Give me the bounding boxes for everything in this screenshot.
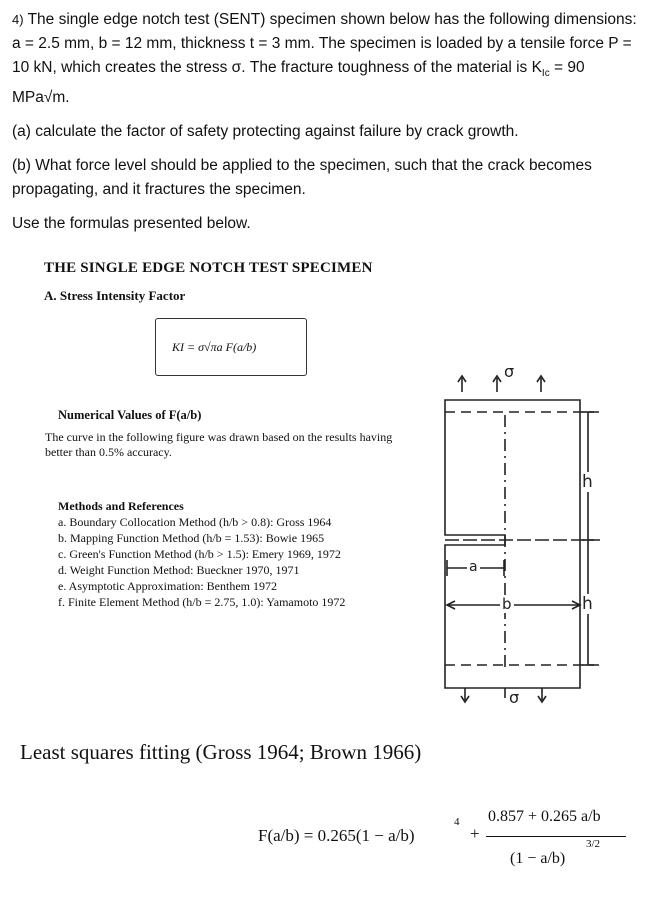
methods-heading: Methods and References (58, 499, 184, 513)
figure-title: THE SINGLE EDGE NOTCH TEST SPECIMEN (44, 260, 373, 276)
problem-number: 4) (12, 12, 24, 27)
figure-subtitle: A. Stress Intensity Factor (44, 288, 186, 303)
method-item: f. Finite Element Method (h/b = 2.75, 1.0): Yamamoto 1972 (58, 595, 346, 609)
fit-plus: + (470, 824, 480, 843)
method-item: d. Weight Function Method: Bueckner 1970, 1971 (58, 563, 300, 577)
fit-lhs: F(a/b) = 0.265(1 − a/b) (258, 826, 415, 845)
fit-formula (258, 806, 658, 896)
method-item: c. Green's Function Method (h/b > 1.5): Emery 1969, 1972 (58, 547, 341, 561)
least-squares-title: Least squares fitting (Gross 1964; Brown 1966) (20, 740, 422, 764)
kic-subscript: Ic (541, 68, 550, 80)
sigma-top-label: σ (504, 362, 515, 381)
fit-den-exponent: 3/2 (586, 838, 601, 850)
part-a: (a) calculate the factor of safety protecting against failure by crack growth. (12, 123, 519, 141)
fraction-bar (486, 836, 626, 837)
sigma-bottom-label: σ (509, 688, 520, 707)
method-item: e. Asymptotic Approximation: Benthem 1972 (58, 579, 277, 593)
problem-intro-tail: = 90 MPa√m. (12, 59, 585, 107)
stress-intensity-formula: KI = σ√πa F(a/b) (172, 340, 257, 354)
fit-exponent: 4 (454, 816, 460, 828)
method-item: a. Boundary Collocation Method (h/b > 0.8): Gross 1964 (58, 515, 332, 529)
h-top-label: h (582, 472, 593, 492)
part-b: (b) What force level should be applied to the specimen, such that the crack becomes propagating, and it fractures the specimen. (12, 157, 592, 199)
a-label: a (469, 559, 478, 575)
problem-intro-text: The single edge notch test (SENT) specimen shown below has the following dimensions: a = 2.5 mm, b = 12 mm, thickness t = 3 mm. The specimen is loaded by a tensile force P = 10 kN, which creates the stress σ. The fracture toughness of the material is K (12, 11, 637, 76)
fit-denominator: (1 − a/b) (510, 850, 566, 867)
curve-note: The curve in the following figure was drawn based on the results having better than 0.5% accuracy. (45, 430, 393, 459)
fit-numerator: 0.857 + 0.265 a/b (488, 808, 601, 825)
b-label: b (502, 595, 512, 613)
numerical-values-heading: Numerical Values of F(a/b) (58, 408, 202, 422)
instruction: Use the formulas presented below. (12, 215, 251, 233)
h-bottom-label: h (582, 594, 593, 614)
method-item: b. Mapping Function Method (h/b = 1.53): Bowie 1965 (58, 531, 325, 545)
specimen-outline (445, 400, 580, 688)
